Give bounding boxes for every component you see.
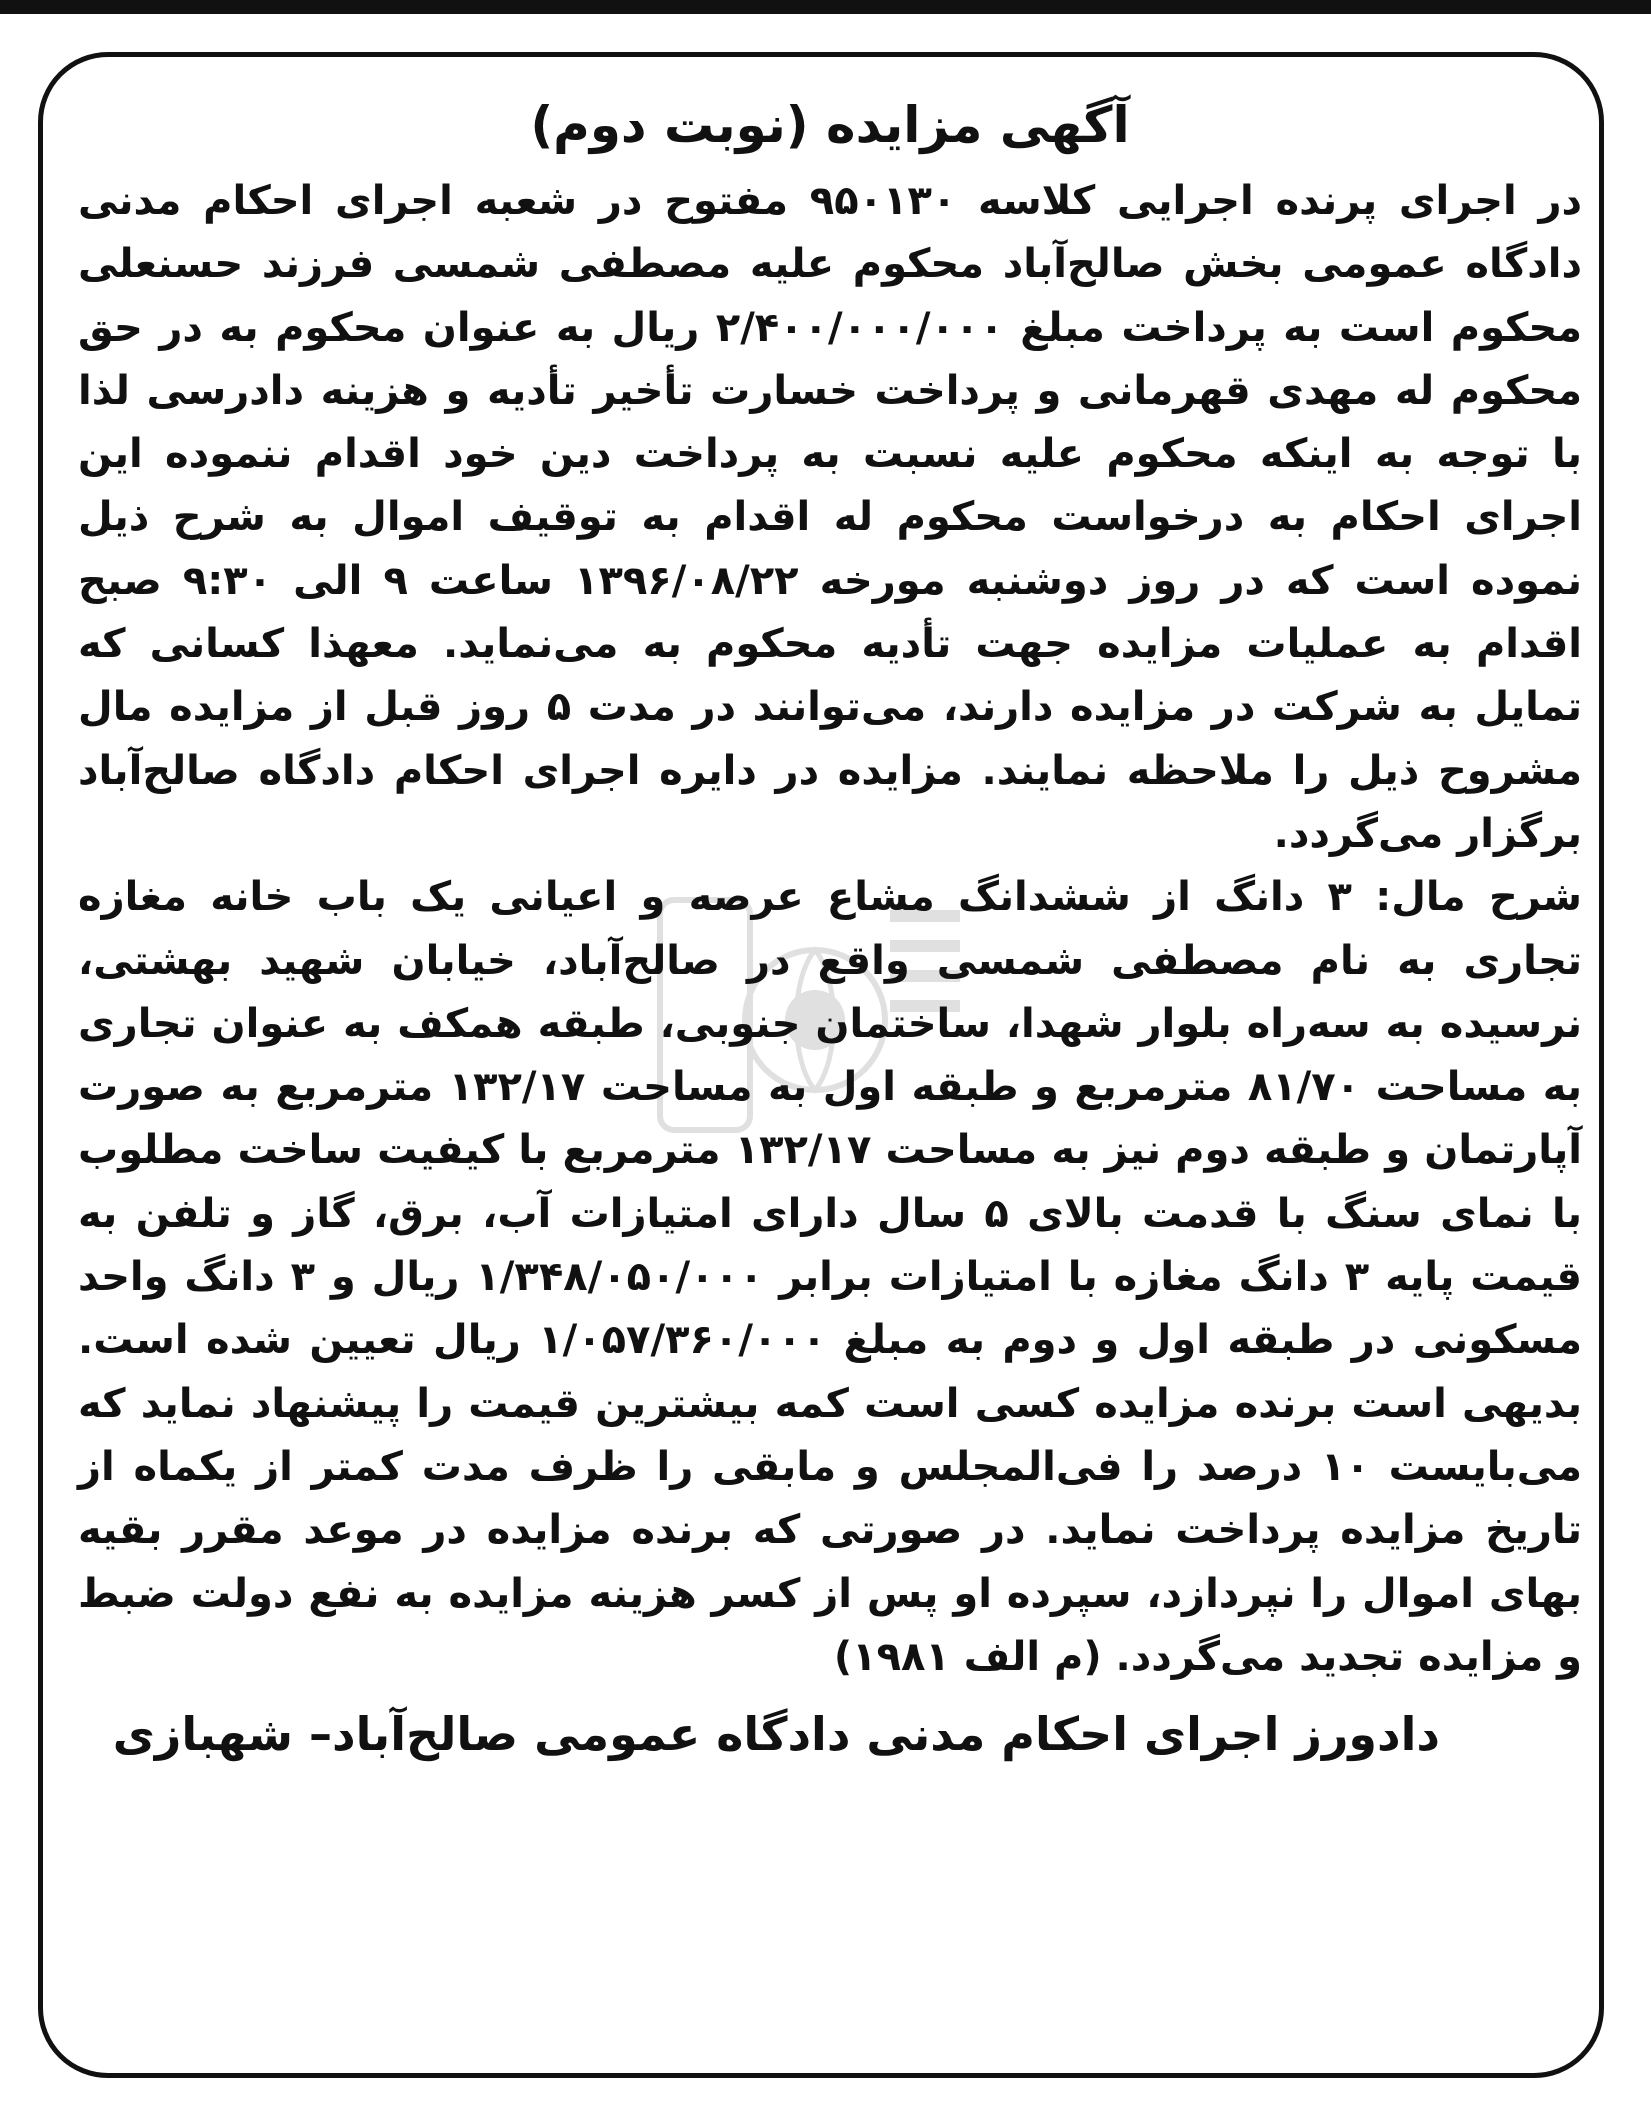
notice-signature: دادورز اجرای احکام مدنی دادگاه عمومی صالح‌آباد– شهبازی xyxy=(112,1707,1440,1762)
top-border-rule xyxy=(0,0,1651,14)
notice-body xyxy=(70,170,1590,1689)
notice-paragraph-intro: در اجرای پرنده اجرایی کلاسه ۹۵۰۱۳۰ مفتوح در شعبه اجرای احکام مدنی دادگاه عمومی بخش صالح‌آباد محکوم علیه مصطفی شمسی فرزند حسنعلی محکوم است به پرداخت مبلغ ۲/۴۰۰/۰۰۰/۰۰۰ ریال به عنوان محکوم به در حق محکوم له مهدی قهرمانی و پرداخت خسارت تأخیر تأدیه و هزینه دادرسی لذا با توجه به اینکه محکوم علیه نسبت به پرداخت دین خود اقدام ننموده این اجرای احکام به درخواست محکوم له اقدام به توقیف اموال به شرح ذیل نموده است که در روز دوشنبه مورخه ۱۳۹۶/۰۸/۲۲ ساعت ۹ الی ۹:۳۰ صبح اقدام به عملیات مزایده جهت تأدیه محکوم به می‌نماید. معهذا کسانی که تمایل به شرکت در مزایده دارند، می‌توانند در مدت ۵ روز قبل از مزایده مال مشروح ذیل را ملاحظه نمایند. مزایده در دایره اجرای احکام دادگاه صالح‌آباد برگزار می‌گردد. xyxy=(78,178,1583,857)
notice-title: آگهی مزایده (نوبت دوم) xyxy=(530,96,1130,154)
auction-notice xyxy=(70,80,1590,1779)
notice-paragraph-property: شرح مال: ۳ دانگ از ششدانگ مشاع عرصه و اعیانی یک باب خانه مغازه تجاری به نام مصطفی شمسی واقع در صالح‌آباد، خیابان شهید بهشتی، نرسیده به سه‌راه بلوار شهدا، ساختمان جنوبی، طبقه همکف به عنوان تجاری به مساحت ۸۱/۷۰ مترمربع و طبقه اول به مساحت ۱۳۲/۱۷ مترمربع به صورت آپارتمان و طبقه دوم نیز به مساحت ۱۳۲/۱۷ مترمربع با کیفیت ساخت مطلوب با نمای سنگ با قدمت بالای ۵ سال دارای امتیازات آب، برق، گاز و تلفن به قیمت پایه ۳ دانگ مغازه با امتیازات برابر ۱/۳۴۸/۰۵۰/۰۰۰ ریال و ۳ دانگ واحد مسکونی در طبقه اول و دوم به مبلغ ۱/۰۵۷/۳۶۰/۰۰۰ ریال تعیین شده است. بدیهی است برنده مزایده کسی است کمه بیشترین قیمت را پیشنهاد نماید که می‌بایست ۱۰ درصد را فی‌المجلس و مابقی را ظرف مدت کمتر از یکماه از تاریخ مزایده پرداخت نماید. در صورتی که برنده مزایده در موعد مقرر بقیه بهای اموال را نپردازد، سپرده او پس از کسر هزینه مزایده به نفع دولت ضبط و مزایده تجدید می‌گردد. (م الف ۱۹۸۱) xyxy=(78,874,1583,1680)
